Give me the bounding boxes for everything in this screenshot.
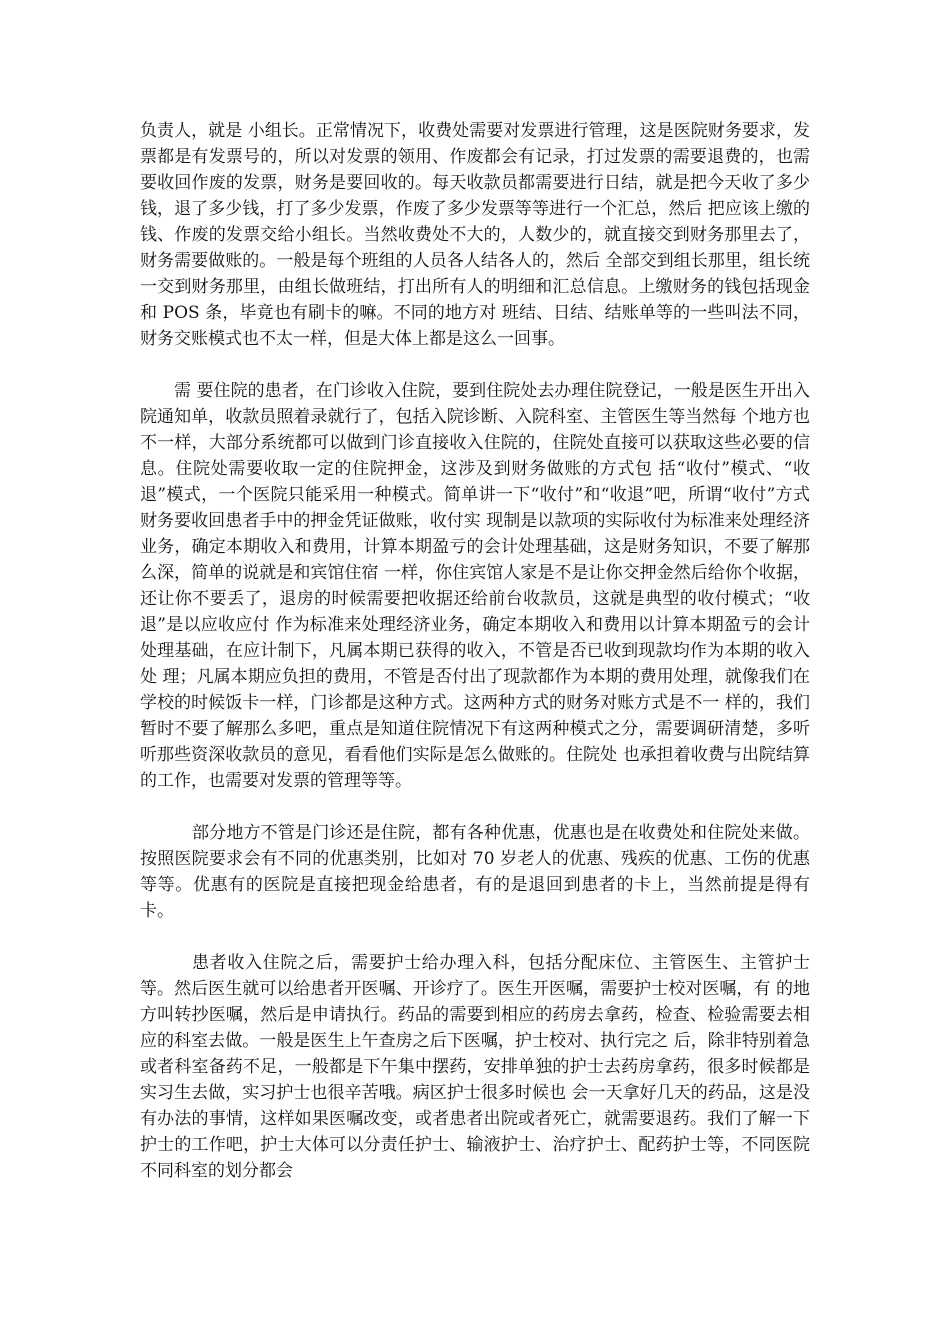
paragraph-2: 需 要住院的患者，在门诊收入住院，要到住院处去办理住院登记，一般是医生开出入院通知单，收款员照着录就行了，包括入院诊断、入院科室、主管医生等当然每 个地方也不一样，大部分系统都可以做到门诊直接收入住院的，住院处直接可以获取这些必要的信息。住院处需要收取一定的住院押金，这涉及到财务做账的方式包 括“收付”模式、“收退”模式，一个医院只能采用一种模式。简单讲一下“收付”和“收退”吧，所谓“收付”方式财务要收回患者手中的押金凭证做账，收付实 现制是以款项的实际收付为标准来处理经济业务，确定本期收入和费用，计算本期盈亏的会计处理基础，这是财务知识，不要了解那么深，简单的说就是和宾馆住宿 一样，你住宾馆人家是不是让你交押金然后给你个收据，还让你不要丢了，退房的时候需要把收据还给前台收款员，这就是典型的收付模式；“收退”是以应收应付 作为标准来处理经济业务，确定本期收入和费用以计算本期盈亏的会计处理基础，在应计制下，凡属本期已获得的收入，不管是否已收到现款均作为本期的收入处 理；凡属本期应负担的费用，不管是否付出了现款都作为本期的费用处理，就像我们在学校的时候饭卡一样，门诊都是这种方式。这两种方式的财务对账方式是不一 样的，我们暂时不要了解那么多吧，重点是知道住院情况下有这两种模式之分，需要调研清楚，多听听那些资深收款员的意见，看看他们实际是怎么做账的。住院处 也承担着收费与出院结算的工作，也需要对发票的管理等等。 xyxy=(140,381,810,791)
paragraph-3: 部分地方不管是门诊还是住院，都有各种优惠，优惠也是在收费处和住院处来做。按照医院要求会有不同的优惠类别，比如对 70 岁老人的优惠、残疾的优惠、工伤的优惠等等。优惠有的医院是直接把现金给患者，有的是退回到患者的卡上，当然前提是得有卡。 xyxy=(140,823,810,921)
paragraph-4: 患者收入住院之后，需要护士给办理入科，包括分配床位、主管医生、主管护士等。然后医生就可以给患者开医嘱、开诊疗了。医生开医嘱，需要护士校对医嘱，有 的地方叫转抄医嘱，然后是申请执行。药品的需要到相应的药房去拿药，检查、检验需要去相应的科室去做。一般是医生上午查房之后下医嘱，护士校对、执行完之 后，除非特别着急或者科室备药不足，一般都是下午集中摆药，安排单独的护士去药房拿药，很多时候都是实习生去做，实习护士也很辛苦哦。病区护士很多时候也 会一天拿好几天的药品，这是没有办法的事情，这样如果医嘱改变，或者患者出院或者死亡，就需要退药。我们了解一下护士的工作吧，护士大体可以分责任护士、输液护士、治疗护士、配药护士等，不同医院不同科室的划分都会 xyxy=(140,953,810,1181)
paragraph-1: 负责人，就是 小组长。正常情况下，收费处需要对发票进行管理，这是医院财务要求，发票都是有发票号的，所以对发票的领用、作废都会有记录，打过发票的需要退费的，也需 要收回作废的发票，财务是要回收的。每天收款员都需要进行日结，就是把今天收了多少钱，退了多少钱，打了多少发票，作废了多少发票等等进行一个汇总，然后 把应该上缴的钱、作废的发票交给小组长。当然收费处不大的，人数少的，就直接交到财务那里去了，财务需要做账的。一般是每个班组的人员各人结各人的，然后 全部交到组长那里，组长统一交到财务那里，由组长做班结，打出所有人的明细和汇总信息。上缴财务的钱包括现金和 POS 条，毕竟也有刷卡的嘛。不同的地方对 班结、日结、结账单等的一些叫法不同，财务交账模式也不太一样，但是大体上都是这么一回事。 xyxy=(140,121,810,349)
document-body xyxy=(140,118,810,1184)
